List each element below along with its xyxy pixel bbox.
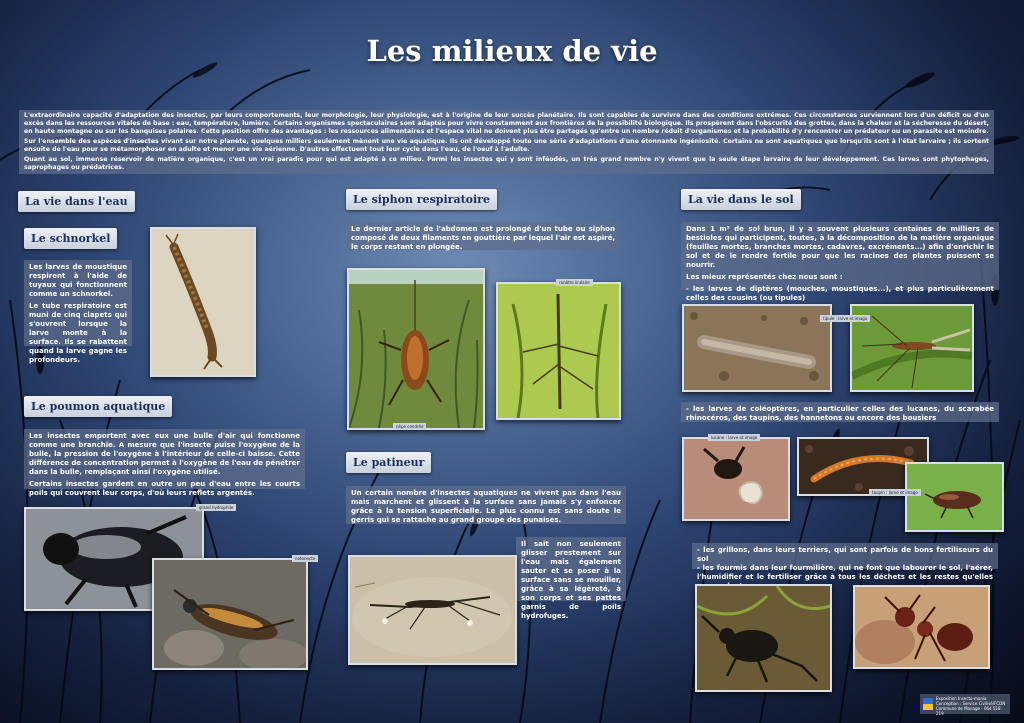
schnorkel-paragraph-1: Les larves de moustique respirent à l'aide de tuyaux qui fonctionnent comme un schnorkel. (29, 263, 127, 298)
gerris-photo (348, 555, 517, 665)
schnorkel-panel (24, 260, 132, 364)
section-header-soil: La vie dans le sol (681, 189, 801, 210)
tipule-larva-image (684, 306, 830, 390)
intro-paragraph-1: L'extraordinaire capacité d'adaptation des insectes, par leurs comportements, leur morphologie, leur physiologie, est à l'origine de leur succès planétaire. Ils sont capables de survivre dans des conditions extrêmes. Ces circonstances surviennent lors d'un déficit ou d'un excès dans les ressources vitales de base : eau, température, lumière. Certains organismes spectaculaires sont adaptés pour vivre constamment aux frontières de la possibilité biologique. Ils prospèrent dans l'obscurité des grottes, dans la chaleur et la sécheresse du désert, en haute montagne ou sur les banquises polaires. Cette position offre des avantages : les ressources alimentaires et l'espace vital ne doivent plus être partagés qu'entre un nombre réduit d'organismes et la probabilité d'y rencontrer un prédateur ou un parasite est moindre. (24, 112, 989, 135)
caption-nepe: nèpe cendrée (393, 423, 426, 430)
nepe-image (349, 270, 483, 428)
patineur-paragraph-1: Un certain nombre d'insectes aquatiques ne vivent pas dans l'eau mais marchent et glissent à la surface sans jamais s'y enfoncer grâce à la tension superficielle. Le plus connu est sans doute le gerris qui se rattache au grand groupe des punaises. (351, 489, 621, 524)
siphon-paragraph-1: Le dernier article de l'abdomen est prolongé d'un tube ou siphon composé de deux filaments en gouttière par lequel l'air est aspiré, le corps restant en plongée. (351, 225, 615, 251)
soil-paragraph-4: - les larves de coléoptères, en particulier celles des lucanes, du scarabée rhinocéros, des taupins, des hannetons ou encore des bousiers (686, 405, 994, 422)
taupin-adult-image (907, 464, 1002, 530)
section-header-siphon: Le siphon respiratoire (346, 189, 497, 210)
section-header-schnorkel: Le schnorkel (24, 228, 117, 249)
patineur-panel-1 (346, 486, 626, 524)
soil-panel-2 (681, 402, 999, 422)
soil-paragraph-3: - les larves de diptères (mouches, moustiques...), et plus particulièrement celles des cousins (ou tipules) (686, 285, 994, 302)
siphon-panel (346, 222, 620, 250)
section-header-patineur: Le patineur (346, 452, 431, 473)
section-header-water: La vie dans l'eau (18, 191, 135, 212)
soil-panel-3 (692, 543, 998, 581)
footer-line-2: Conception : Service Civilisé/FCDN (936, 701, 1006, 706)
ant-photo (853, 585, 990, 669)
commune-logo-icon (923, 698, 933, 710)
footer-credits (920, 694, 1010, 714)
caption-notonecte: notonecte (292, 555, 318, 562)
taupin-adult-photo (905, 462, 1004, 532)
lucane-image (684, 439, 788, 519)
mosquito-larva-photo (150, 227, 256, 377)
mosquito-larva-image (152, 229, 254, 375)
soil-paragraph-1: Dans 1 m² de sol brun, il y a souvent plusieurs centaines de milliers de bestioles qui participent, toutes, à la décomposition de la matière organique (feuilles mortes, branches mortes, cadavres, excréments...) afin d'enrichir le sol et de le rendre fertile pour que les racines des plantes puissent se nourrir. (686, 225, 994, 269)
notonecte-image (154, 560, 306, 668)
soil-paragraph-5: - les grillons, dans leurs terriers, qui sont parfois de bons fertiliseurs du sol (697, 546, 993, 563)
poumon-paragraph-1: Les insectes emportent avec eux une bulle d'air qui fonctionne comme une branchie. A mesure que l'insecte puise l'oxygène de la bulle, la pression de l'oxygène à l'intérieur de celle-ci baisse. Cette différence de concentration permet à l'oxygène de l'eau de pénétrer dans la bulle, remplaçant ainsi l'oxygène utilisé. (29, 432, 300, 476)
poumon-paragraph-2: Certains insectes gardent en outre un peu d'eau entre les courts poils qui couvrent leur corps, d'où leurs reflets argentés. (29, 480, 300, 497)
ranatre-photo (496, 282, 621, 420)
caption-taupin: taupin : larve et imago (869, 489, 921, 496)
cricket-photo (695, 584, 832, 692)
ant-image (855, 587, 988, 667)
soil-paragraph-2: Les mieux représentés chez nous sont : (686, 273, 843, 281)
caption-hydrophile: grand hydrophile (196, 504, 236, 511)
caption-lucane: lucane : larve et imago (708, 434, 760, 441)
lucane-photo (682, 437, 790, 521)
tipule-larva-photo (682, 304, 832, 392)
poumon-panel (24, 429, 305, 497)
schnorkel-paragraph-2: Le tube respiratoire est muni de cinq clapets qui s'ouvrent lorsque la larve monte à la surface. Ils se rabattent quand la larve gagne les profondeurs. (29, 302, 127, 364)
nepe-photo (347, 268, 485, 430)
footer-line-3: Commune de Manage - 064 518 219 (936, 706, 1001, 716)
section-header-poumon: Le poumon aquatique (24, 396, 172, 417)
footer-line-1: Exposition Insecto-mania (936, 696, 987, 701)
ranatre-image (498, 284, 619, 418)
cricket-image (697, 586, 830, 690)
patineur-panel-2 (516, 537, 626, 620)
soil-paragraph-6: - les fourmis dans leur fourmilière, qui ne font que labourer le sol, l'aérer, l'humidifier et le fertiliser grâce à tous les déchets et les restes qu'elles (697, 564, 993, 581)
page-title: Les milieux de vie (366, 34, 658, 68)
intro-panel (19, 110, 994, 174)
patineur-paragraph-2: Il sait non seulement glisser prestement sur l'eau mais également sauter et se poser à la surface sans se mouiller, grâce à sa légèreté, à son corps et ses pattes garnis de poils hydrofuges. (521, 540, 621, 620)
caption-ranatre: ranâtre linéaire (556, 279, 593, 286)
caption-tipule: tipule : larve et imago (820, 315, 870, 322)
intro-paragraph-2: Sur l'ensemble des espèces d'insectes vivant sur notre planète, quelques milliers seulement mènent une vie aquatique. Ils ont développé toute une série d'adaptations d'une étonnante ingéniosité. Certains ne sont aquatiques que lorsqu'ils sont à l'état larvaire ; ils sortent ensuite de l'eau pour se métamorphoser en adulte et mener une vie aérienne. D'autres effectuent tout leur cycle dans l'eau, de l'oeuf à l'adulte. (24, 138, 989, 153)
soil-panel-1 (681, 222, 999, 302)
gerris-image (350, 557, 515, 663)
intro-paragraph-3: Quant au sol, immense réservoir de matière organique, c'est un vrai paradis pour qui est adapté à ce milieu. Parmi les insectes qui y sont inféodés, un très grand nombre n'y vivent que la seule étape larvaire de leur développement. Ces larves sont phytophages, saprophages ou prédatrices. (24, 156, 989, 171)
notonecte-photo (152, 558, 308, 670)
